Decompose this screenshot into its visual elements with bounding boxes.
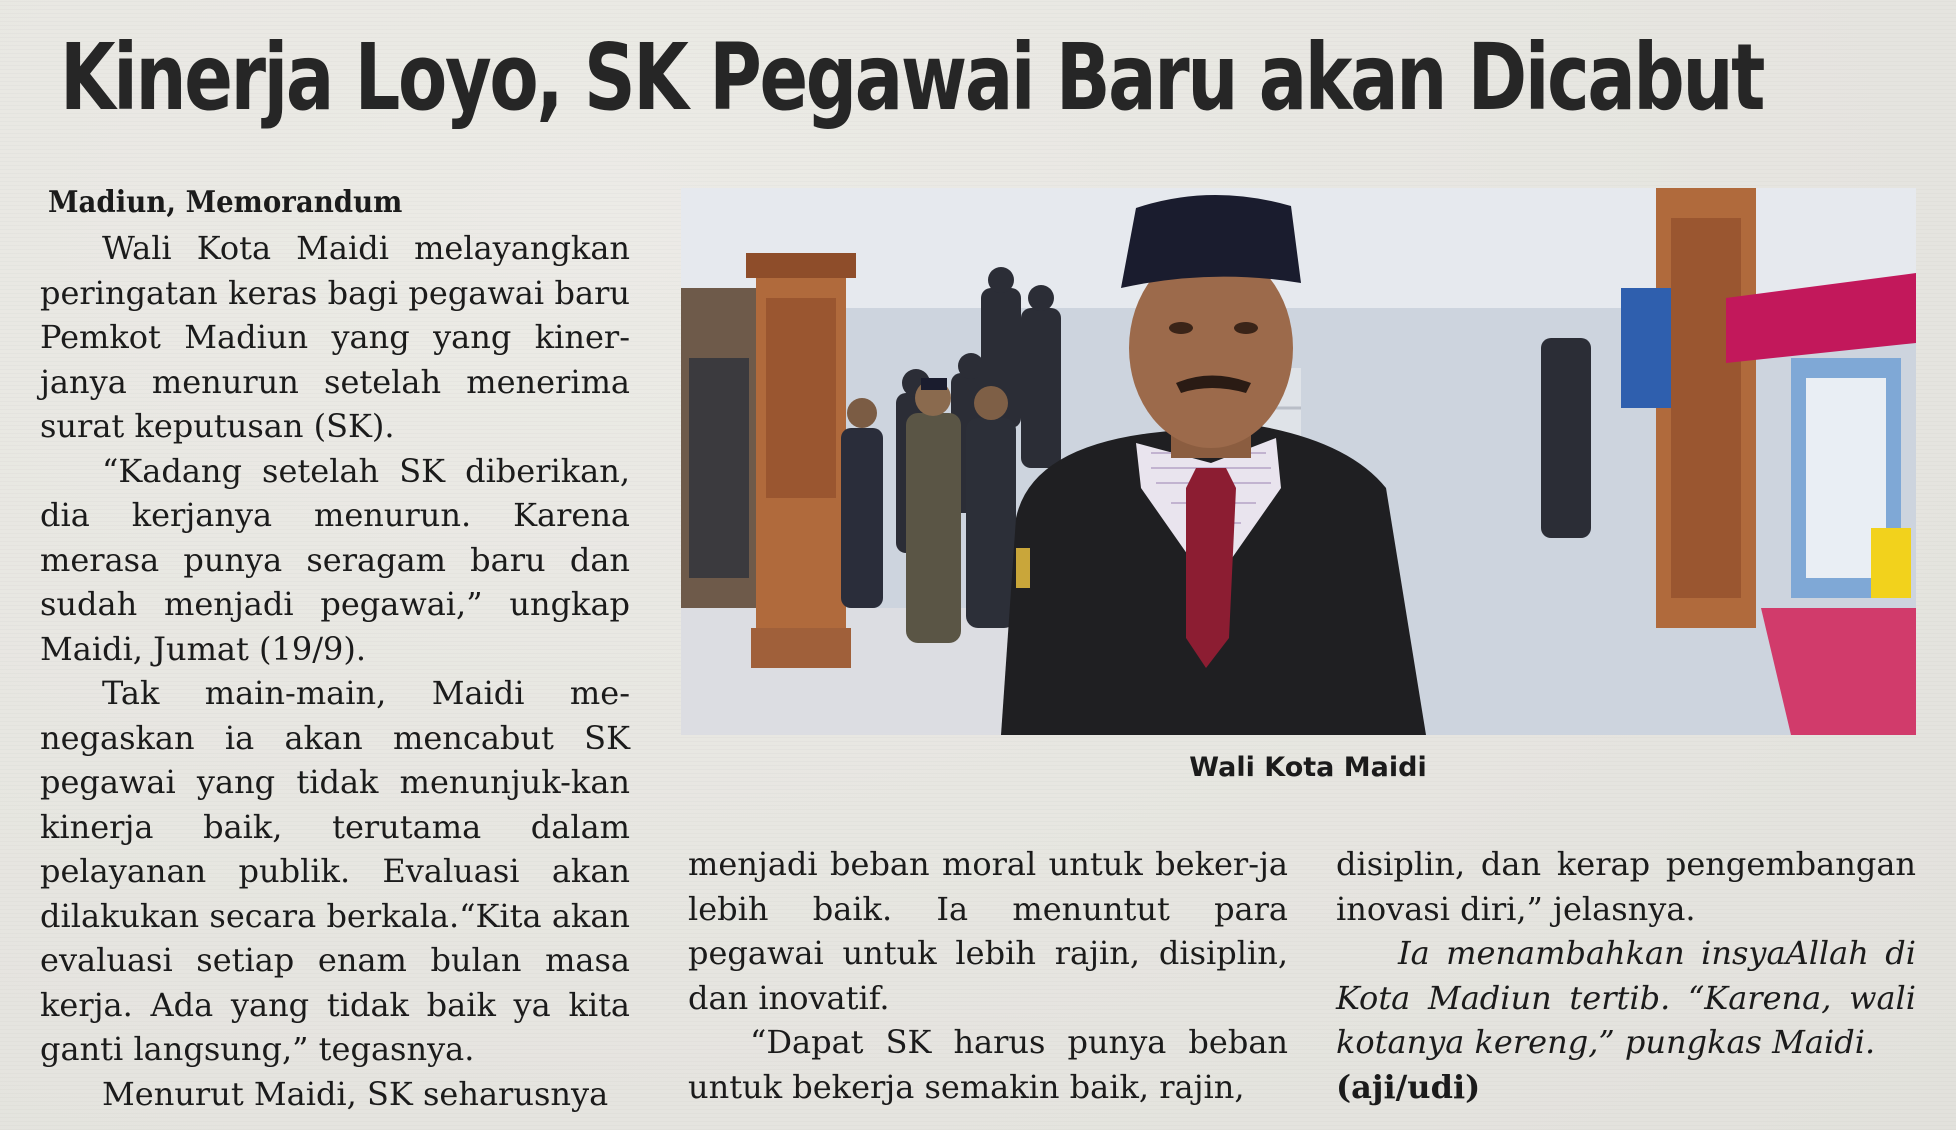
text-column-1: [40, 226, 630, 1116]
headline: Kinerja Loyo, SK Pegawai Baru akan Dicabut: [60, 24, 1764, 131]
text-column-3: [1336, 842, 1916, 1109]
photo-caption: Wali Kota Maidi: [1189, 752, 1427, 783]
paragraph: menjadi beban moral untuk beker-ja lebih baik. Ia menuntut para pegawai untuk lebih rajin, disiplin, dan inovatif.: [688, 845, 1288, 1017]
paragraph: disiplin, dan kerap pengembangan inovasi diri,” jelasnya.: [1336, 845, 1916, 928]
paragraph: Tak main-main, Maidi me-negaskan ia akan mencabut SK pegawai yang tidak menunjuk-kan kinerja baik, terutama dalam pelayanan publik. Evaluasi akan dilakukan secara berkala.“Kita akan evaluasi setiap enam bulan masa kerja. Ada yang tidak baik ya kita ganti langsung,” tegasnya.: [40, 674, 630, 1068]
text-column-2: [688, 842, 1288, 1109]
dateline: Madiun, Memorandum: [48, 185, 403, 220]
paragraph: Wali Kota Maidi melayangkan peringatan keras bagi pegawai baru Pemkot Madiun yang yang kiner-janya menurun setelah menerima surat keputusan (SK).: [40, 229, 630, 445]
photo-illustration: [681, 188, 1916, 735]
paragraph: Ia menambahkan insyaAllah di Kota Madiun tertib. “Karena, wali kotanya kereng,” pungkas Maidi.: [1336, 934, 1916, 1061]
paragraph: “Dapat SK harus punya beban untuk bekerja semakin baik, rajin,: [688, 1023, 1288, 1106]
paragraph: Menurut Maidi, SK seharusnya: [102, 1074, 609, 1113]
news-photo: [681, 188, 1916, 735]
paragraph: “Kadang setelah SK diberikan, dia kerjanya menurun. Karena merasa punya seragam baru dan sudah menjadi pegawai,” ungkap Maidi, Jumat (19/9).: [40, 451, 630, 668]
author-signature: (aji/udi): [1336, 1067, 1481, 1106]
